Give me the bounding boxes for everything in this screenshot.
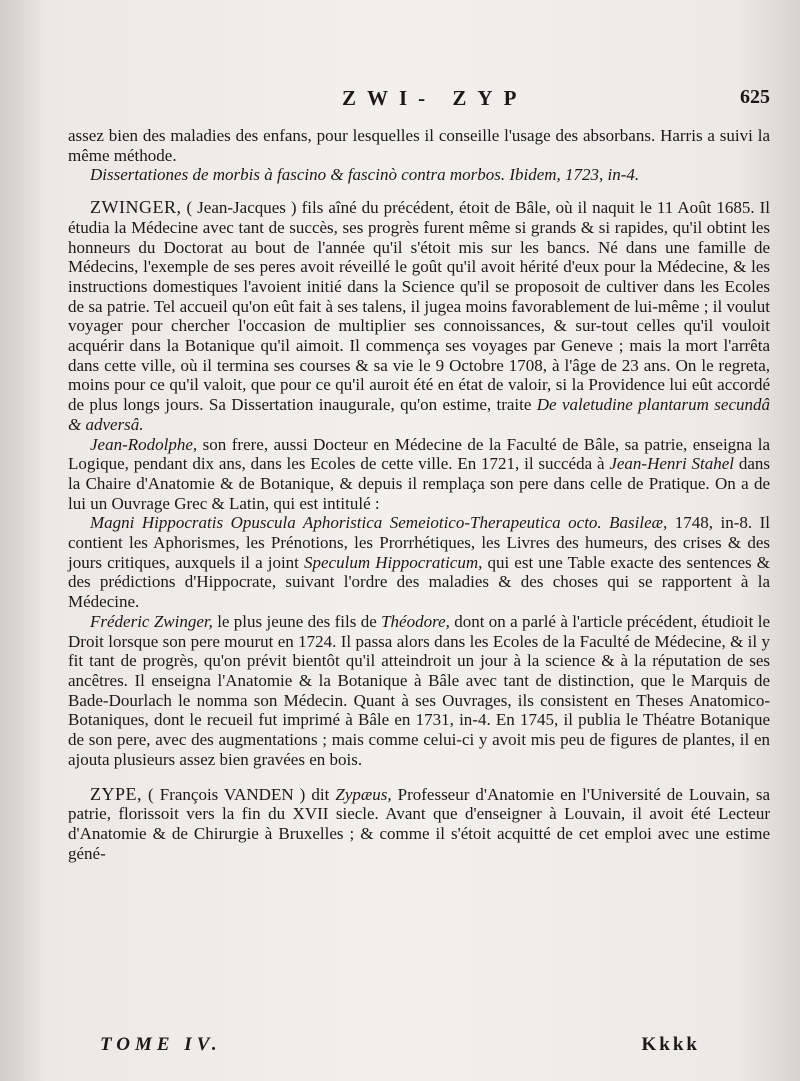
person-name: Zypæus, [335,784,392,804]
entry-zwinger-jean-jacques [68,198,770,434]
running-title: ZWI- ZYP [342,86,528,110]
entry-text: dans la Chaire d'Anatomie & de Botanique, & depuis il remplaça son pere dans celle de Pratique. On a de lui un Ouvrage Grec & Latin, qui est intitulé : [68,454,771,513]
entry-text: le plus jeune des fils de [217,611,377,631]
page-footer [100,1034,700,1060]
volume-label: TOME IV. [100,1034,222,1055]
page-header [70,86,770,114]
person-name: Théodore, [381,611,450,631]
paragraph-continuation [68,126,770,165]
work-title: Speculum Hippocraticum, [304,552,483,572]
entry-text: dont on a parlé à l'article précédent, étudioit le Droit lorsque son pere mourut en 1724. Il passa alors dans les Ecoles de la Faculté de Médecine, & il y fit tant de progrès, qu'on prévit bientôt qu'il atteindroit un jour à la science & à la réputation de ses ancêtres. Il enseigna l'Anatomie & la Botanique à Bâle avec tant de distinction, que le Marquis de Bade-Dourlach le nomma son Médecin. Quant à ses Ouvrages, ils consistent en Theses Anatomico-Botaniques, dont le recueil fut imprimé à Bâle en 1731, in-4. En 1745, il publia le Théatre Botanique de son pere, avec des augmentations ; mais comme celui-ci y avoit mis peu de figures de plantes, il en ajouta plusieurs assez bien gravées en bois. [68,611,770,769]
person-name: Jean-Rodolphe, [90,434,198,454]
entry-frederic-zwinger [68,612,770,770]
citation [68,165,770,185]
work-title: De valetudine plantarum secundâ & adversâ. [68,395,770,434]
person-name: Fréderic Zwinger, [90,611,213,631]
work-title: Magni Hippocratis Opuscula Aphoristica Semeiotico-Therapeutica octo. Basileæ, [90,513,668,533]
entry-text: son frere, aussi Docteur en Médecine de la Faculté de Bâle, sa patrie, enseigna la Logique, pendant dix ans, dans les Ecoles de cette ville. En 1721, il succéda à [68,434,770,474]
body-text [68,126,770,863]
person-name: Jean-Henri Stahel [609,454,735,474]
entry-jean-rodolphe [68,435,770,514]
citation-text: Dissertationes de morbis à fascino & fascinò contra morbos. Ibidem, 1723, in-4. [90,165,640,185]
signature-mark: Kkkk [641,1034,700,1055]
entry-magni-hippocratis [68,513,770,612]
entry-text: 1748, in-8. Il contient les Aphorismes, les Prénotions, les Prorrhétiques, les Livres des humeurs, des crises & des jours critiques, auxquels il a joint [68,513,771,572]
entry-headword: ZYPE, [90,783,142,804]
paragraph-text: assez bien des maladies des enfans, pour lesquelles il conseille l'usage des absorbans. Harris a suivi la même méthode. [68,126,770,165]
entry-zype [68,785,770,864]
page-number: 625 [740,86,770,108]
entry-text: qui est une Table exacte des sentences & des prédictions d'Hippocrate, suivant l'ordre des maladies & des choses qui se rapportent à la Médecine. [68,552,770,612]
entry-text: ( Jean-Jacques ) fils aîné du précédent, étoit de Bâle, où il naquit le 11 Août 1685. Il étudia la Médecine avec tant de succès, ses progrès furent même si grands & si rapides, qu'il obtint les honneurs du Doctorat au bout de l'année qu'il s'étoit mis sur les bancs. Né dans une famille de Médecins, l'exemple de ses peres avoit réveillé le goût qu'il avoit hérité d'eux pour la Médecine, & les instructions domestiques l'avoient initié dans la Science qu'il se proposoit de cultiver dans les Ecoles de sa patrie. Tel accueil qu'on eût fait à ses talens, il jugea moins favorablement de lui-même ; il voulut voyager pour chercher l'occasion de multiplier ses connoissances, & sur-tout celles qu'il vouloit acquérir dans la Botanique qu'il aimoit. Il commença ses voyages par Geneve ; mais la mort l'arrêta dans cette ville, où il termina ses courses & sa vie le 9 Octobre 1708, à l'âge de 23 ans. On le regreta, moins pour ce qu'il valoit, que pour ce qu'il auroit été en état de valoir, si la Providence lui eût accordé de plus longs jours. Sa Dissertation inaugurale, qu'on estime, traite [68,198,770,415]
entry-text: Professeur d'Anatomie en l'Université de Louvain, sa patrie, florissoit vers la fin du XVII siecle. Avant que d'enseigner à Louvain, il avoit été Lecteur d'Anatomie & de Chirurgie à Bruxelles ; & comme il s'étoit acquitté de cet emploi avec une estime géné- [68,784,770,863]
entry-text: ( François VANDEN ) dit [148,784,330,804]
entry-headword: ZWINGER, [90,197,182,218]
